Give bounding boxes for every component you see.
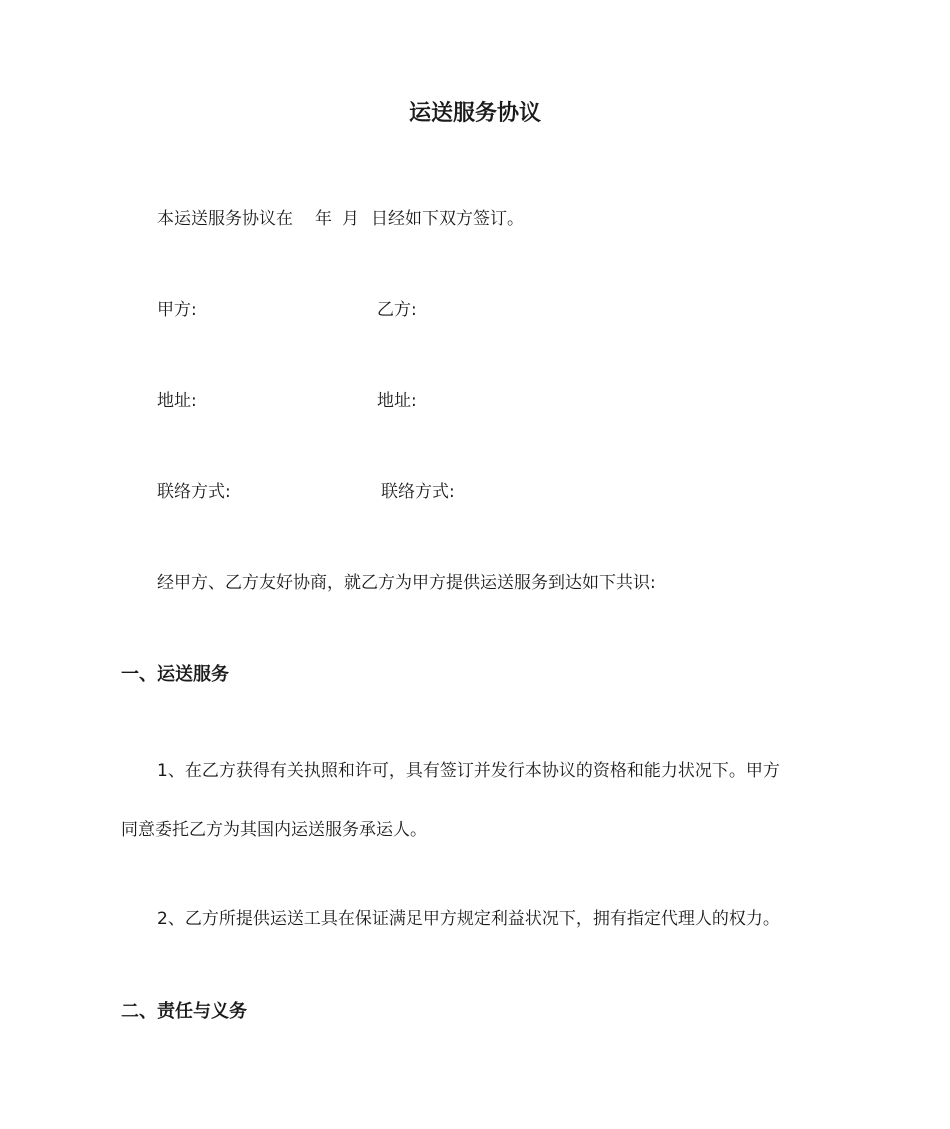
intro-year: 年 xyxy=(315,209,332,229)
party-b-label: 乙方: xyxy=(377,300,417,320)
contact-a-label: 联络方式: xyxy=(157,482,231,502)
intro-part2: 日经如下双方签订。 xyxy=(371,209,524,229)
address-b-label: 地址: xyxy=(377,391,417,411)
intro-month: 月 xyxy=(342,209,359,229)
consensus-paragraph: 经甲方、乙方友好协商，就乙方为甲方提供运送服务到达如下共识: xyxy=(157,573,656,593)
clause-1-line-1: 1、在乙方获得有关执照和许可，具有签订并发行本协议的资格和能力状况下。甲方 xyxy=(157,761,780,781)
address-a-label: 地址: xyxy=(157,391,197,411)
intro-part1: 本运送服务协议在 xyxy=(157,209,293,229)
section-heading-transport-service: 一、运送服务 xyxy=(121,664,229,685)
clause-1-line-2: 同意委托乙方为其国内运送服务承运人。 xyxy=(121,820,427,840)
intro-sentence xyxy=(157,207,524,231)
party-a-label: 甲方: xyxy=(157,300,197,320)
document-title: 运送服务协议 xyxy=(408,101,541,126)
clause-2: 2、乙方所提供运送工具在保证满足甲方规定利益状况下，拥有指定代理人的权力。 xyxy=(157,909,780,929)
section-heading-responsibilities: 二、责任与义务 xyxy=(121,1001,247,1022)
contact-b-label: 联络方式: xyxy=(381,482,455,502)
